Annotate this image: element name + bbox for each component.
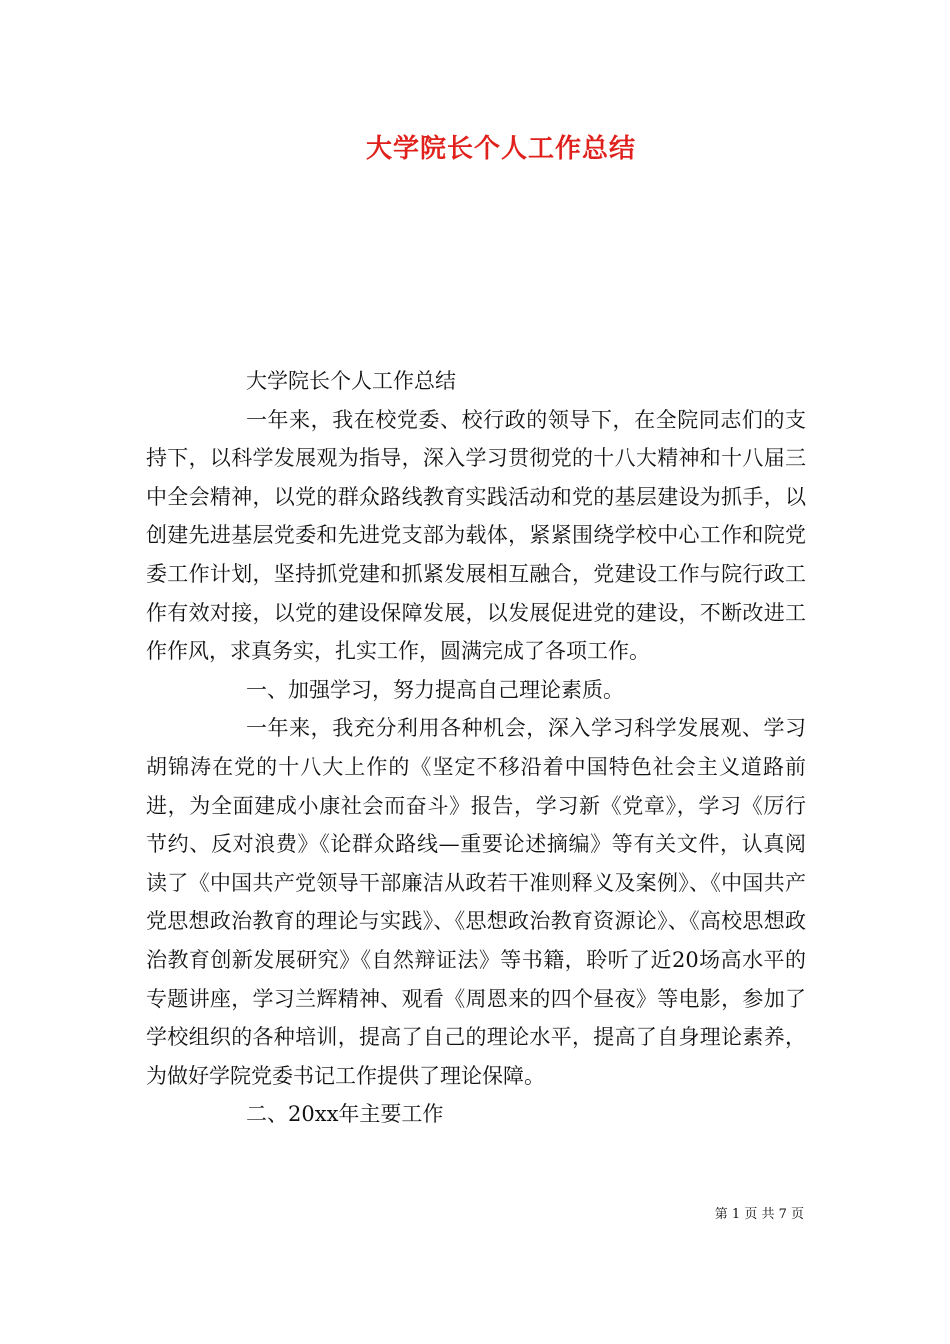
- document-body: [146, 362, 806, 1134]
- paragraph-study: 一年来，我充分利用各种机会，深入学习科学发展观、学习胡锦涛在党的十八大上作的《坚定不移沿着中国特色社会主义道路前进，为全面建成小康社会而奋斗》报告，学习新《党章》，学习《厉行节约、反对浪费》《论群众路线—重要论述摘编》等有关文件，认真阅读了《中国共产党领导干部廉洁从政若干准则释义及案例》、《中国共产党思想政治教育的理论与实践》、《思想政治教育资源论》、《高校思想政治教育创新发展研究》《自然辩证法》等书籍，聆听了近20场高水平的专题讲座，学习兰辉精神、观看《周恩来的四个昼夜》等电影，参加了学校组织的各种培训，提高了自己的理论水平，提高了自身理论素养，为做好学院党委书记工作提供了理论保障。: [146, 716, 806, 1088]
- page-footer: 第 1 页 共 7 页: [714, 1207, 804, 1222]
- body-subtitle: 大学院长个人工作总结: [246, 369, 456, 393]
- section-heading-2: 二、20xx年主要工作: [246, 1102, 444, 1127]
- section-heading-1: 一、加强学习，努力提高自己理论素质。: [246, 677, 624, 702]
- document-title: 大学院长个人工作总结: [365, 134, 636, 164]
- paragraph-intro: 一年来，我在校党委、校行政的领导下，在全院同志们的支持下，以科学发展观为指导，深入学习贯彻党的十八大精神和十八届三中全会精神，以党的群众路线教育实践活动和党的基层建设为抓手，以创建先进基层党委和先进党支部为载体，紧紧围绕学校中心工作和院党委工作计划，坚持抓党建和抓紧发展相互融合，党建设工作与院行政工作有效对接，以党的建设保障发展，以发展促进党的建设，不断改进工作作风，求真务实，扎实工作，圆满完成了各项工作。: [146, 407, 806, 664]
